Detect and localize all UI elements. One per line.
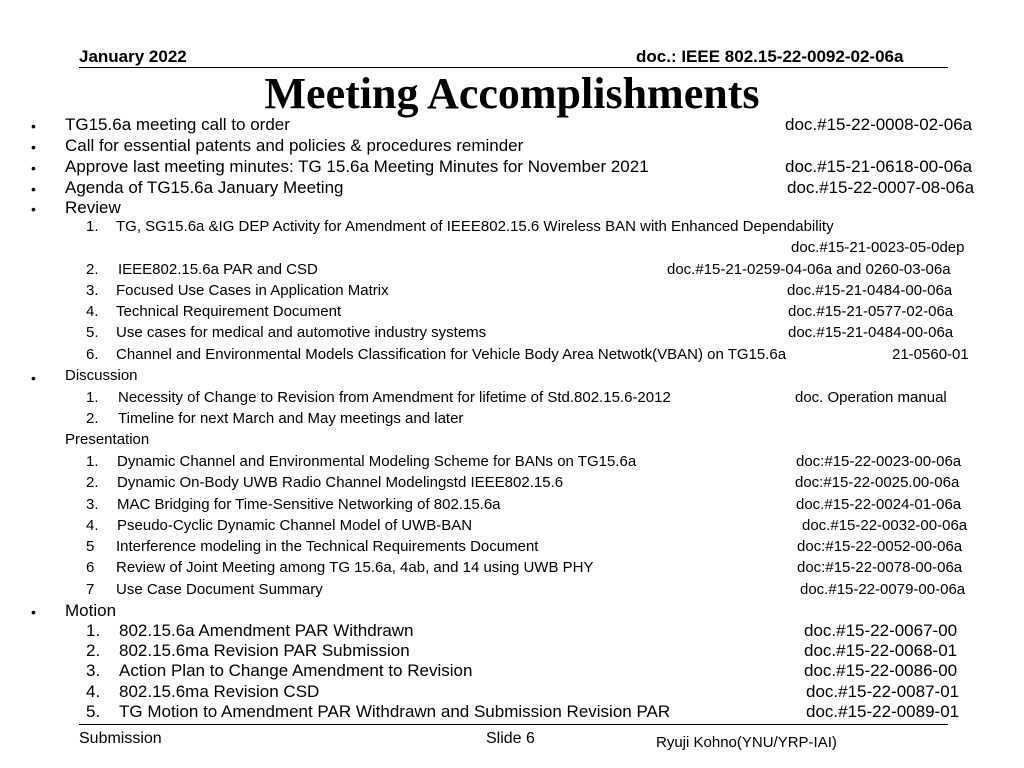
- review-item: Focused Use Cases in Application Matrix: [116, 282, 389, 299]
- item-approve-minutes: Approve last meeting minutes: TG 15.6a Meeting Minutes for November 2021: [65, 157, 649, 176]
- item-agenda-ref: doc.#15-22-0007-08-06a: [787, 178, 975, 197]
- item-review: Review: [65, 198, 121, 217]
- presentation-item-ref: doc.#15-22-0024-01-06a: [796, 496, 962, 513]
- motion-item: TG Motion to Amendment PAR Withdrawn and Submission Revision PAR: [119, 702, 671, 721]
- item-call-to-order-ref: doc.#15-22-0008-02-06a: [785, 115, 973, 134]
- bullet-icon: •: [31, 139, 36, 155]
- motion-item-ref: doc.#15-22-0086-00: [804, 661, 958, 680]
- review-item-ref: doc.#15-21-0577-02-06a: [788, 303, 954, 320]
- review-item: TG, SG15.6a &IG DEP Activity for Amendment of IEEE802.15.6 Wireless BAN with Enhanced Dependability: [116, 218, 834, 235]
- footer-rule: [79, 724, 948, 725]
- bullet-icon: •: [31, 160, 36, 176]
- motion-num: 3.: [86, 661, 101, 680]
- presentation-item: Review of Joint Meeting among TG 15.6a, 4ab, and 14 using UWB PHY: [116, 559, 594, 576]
- presentation-item-ref: doc:#15-22-0025.00-06a: [795, 474, 960, 491]
- presentation-num: 7: [86, 581, 95, 598]
- motion-item: 802.15.6ma Revision CSD: [119, 682, 320, 701]
- discussion-label: Discussion: [65, 367, 138, 384]
- header-doc-number: doc.: IEEE 802.15-22-0092-02-06a: [636, 47, 904, 66]
- footer-author: Ryuji Kohno(YNU/YRP-IAI): [656, 734, 837, 751]
- motion-item: Action Plan to Change Amendment to Revision: [119, 661, 473, 680]
- bullet-icon: •: [31, 181, 36, 197]
- presentation-item: MAC Bridging for Time-Sensitive Networking of 802.15.6a: [117, 496, 501, 513]
- review-num: 1.: [86, 218, 99, 235]
- motion-num: 2.: [86, 641, 101, 660]
- presentation-num: 6: [86, 559, 95, 576]
- presentation-label: Presentation: [65, 431, 150, 448]
- presentation-item-ref: doc:#15-22-0052-00-06a: [797, 538, 963, 555]
- review-num: 5.: [86, 324, 99, 341]
- motion-item: 802.15.6ma Revision PAR Submission: [119, 641, 410, 660]
- bullet-icon: •: [31, 370, 36, 386]
- motion-label: Motion: [65, 601, 117, 620]
- review-item-ref: doc.#15-21-0259-04-06a and 0260-03-06a: [667, 261, 951, 278]
- motion-item-ref: doc.#15-22-0089-01: [806, 702, 960, 721]
- motion-item-ref: doc.#15-22-0087-01: [806, 682, 960, 701]
- presentation-item: Pseudo-Cyclic Dynamic Channel Model of UWB-BAN: [117, 517, 473, 534]
- motion-item-ref: doc.#15-22-0067-00: [804, 621, 958, 640]
- item-agenda: Agenda of TG15.6a January Meeting: [65, 178, 344, 197]
- discussion-item: Necessity of Change to Revision from Amendment for lifetime of Std.802.15.6-2012: [118, 389, 671, 406]
- header-date: January 2022: [79, 47, 187, 66]
- motion-item: 802.15.6a Amendment PAR Withdrawn: [119, 621, 414, 640]
- footer-submission: Submission: [79, 730, 162, 747]
- presentation-item: Interference modeling in the Technical Requirements Document: [116, 538, 539, 555]
- bullet-icon: •: [31, 201, 36, 217]
- presentation-item: Dynamic Channel and Environmental Modeling Scheme for BANs on TG15.6a: [117, 453, 637, 470]
- review-num: 4.: [86, 303, 99, 320]
- review-item: IEEE802.15.6a PAR and CSD: [118, 261, 318, 278]
- presentation-num: 3.: [86, 496, 99, 513]
- review-item-ref: doc.#15-21-0484-00-06a: [788, 324, 954, 341]
- motion-num: 5.: [86, 702, 101, 721]
- presentation-num: 1.: [86, 453, 99, 470]
- presentation-item-ref: doc:#15-22-0078-00-06a: [797, 559, 963, 576]
- review-item: Channel and Environmental Models Classification for Vehicle Body Area Netwotk(VBAN) on TG15.6a: [116, 346, 787, 363]
- review-item-ref: 21-0560-01: [892, 346, 969, 363]
- page-title: Meeting Accomplishments: [264, 69, 760, 118]
- item-approve-minutes-ref: doc.#15-21-0618-00-06a: [785, 157, 973, 176]
- presentation-num: 2.: [86, 474, 99, 491]
- presentation-num: 5: [86, 538, 95, 555]
- footer-slide-number: Slide 6: [486, 730, 535, 747]
- review-item-ref: doc.#15-21-0023-05-0dep: [791, 239, 965, 256]
- review-num: 2.: [86, 261, 99, 278]
- motion-item-ref: doc.#15-22-0068-01: [804, 641, 958, 660]
- discussion-item: Timeline for next March and May meetings and later: [118, 410, 464, 427]
- review-num: 6.: [86, 346, 99, 363]
- discussion-num: 1.: [86, 389, 99, 406]
- review-num: 3.: [86, 282, 99, 299]
- motion-num: 1.: [86, 621, 101, 640]
- presentation-item: Use Case Document Summary: [116, 581, 323, 598]
- presentation-item: Dynamic On-Body UWB Radio Channel Modelingstd IEEE802.15.6: [117, 474, 564, 491]
- item-call-to-order: TG15.6a meeting call to order: [65, 115, 290, 134]
- presentation-item-ref: doc:#15-22-0023-00-06a: [796, 453, 962, 470]
- review-item: Technical Requirement Document: [116, 303, 342, 320]
- bullet-icon: •: [31, 604, 36, 620]
- discussion-num: 2.: [86, 410, 99, 427]
- item-patents-reminder: Call for essential patents and policies & procedures reminder: [65, 136, 524, 155]
- presentation-item-ref: doc.#15-22-0032-00-06a: [802, 517, 968, 534]
- review-item: Use cases for medical and automotive industry systems: [116, 324, 487, 341]
- presentation-num: 4.: [86, 517, 99, 534]
- bullet-icon: •: [31, 118, 36, 134]
- presentation-item-ref: doc.#15-22-0079-00-06a: [800, 581, 966, 598]
- discussion-item-ref: doc. Operation manual: [795, 389, 947, 406]
- review-item-ref: doc.#15-21-0484-00-06a: [787, 282, 953, 299]
- motion-num: 4.: [86, 682, 101, 701]
